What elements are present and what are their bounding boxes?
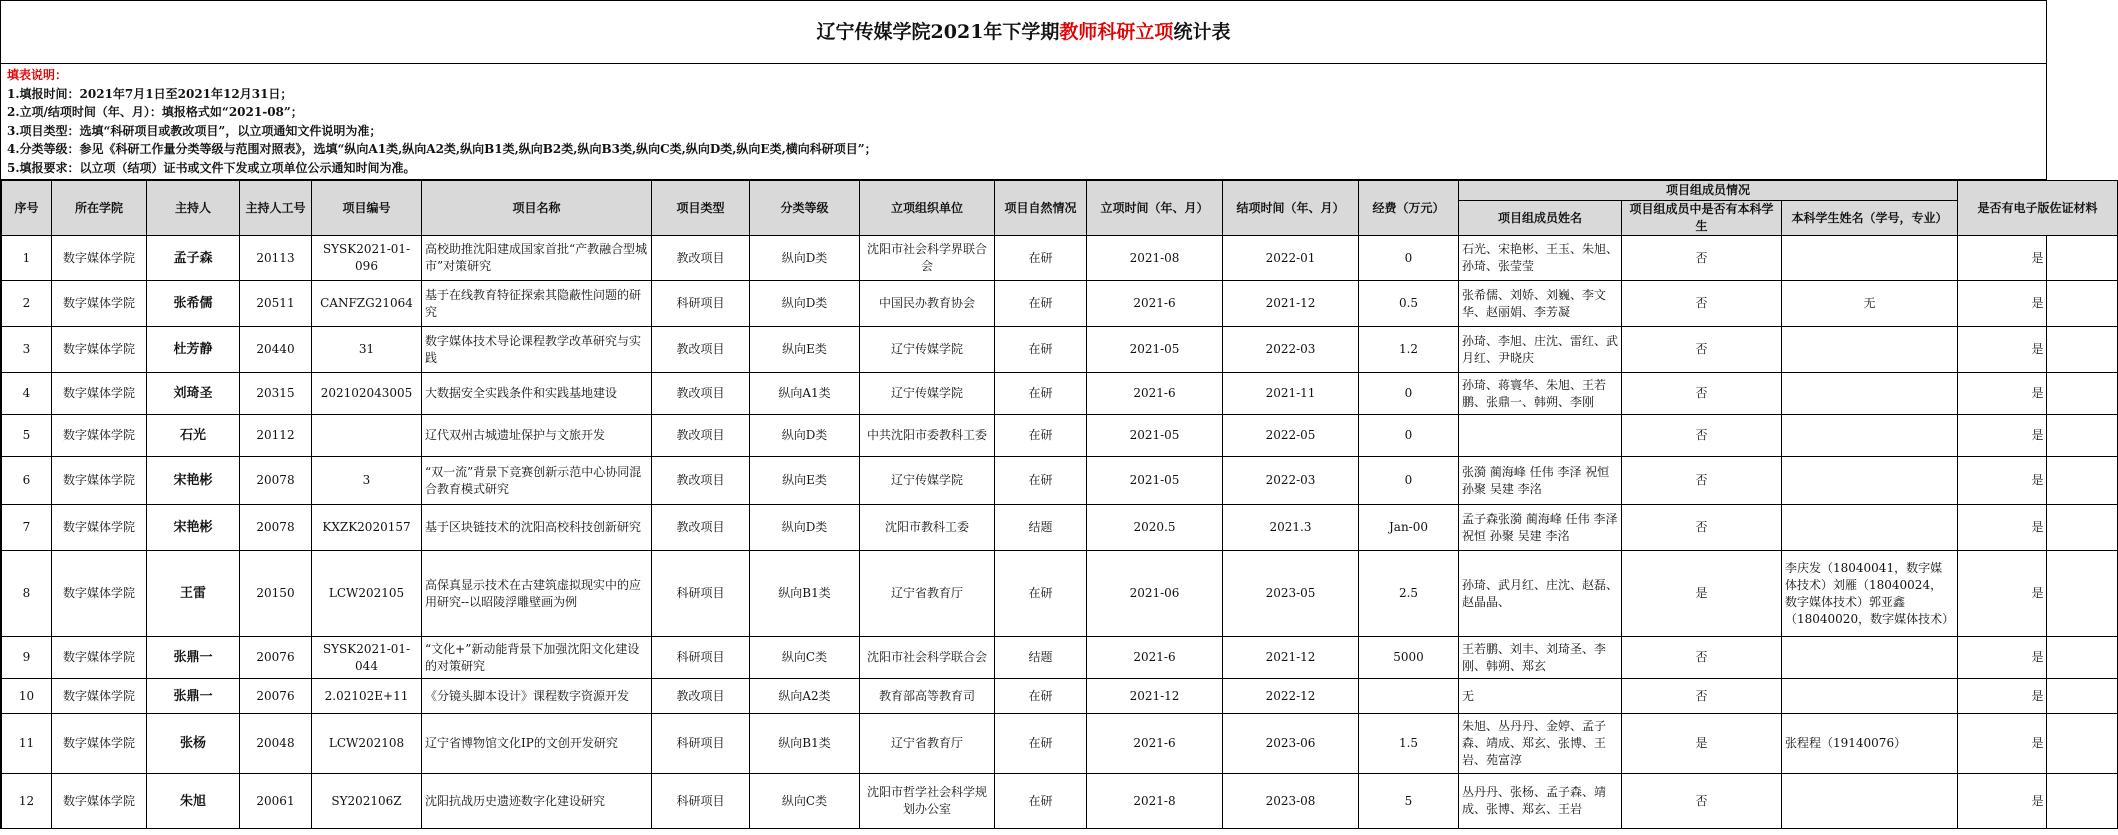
cell-org: 沈阳市哲学社会科学规划办公室: [860, 774, 995, 829]
cell-seq: 1: [2, 236, 52, 281]
cell-college: 数字媒体学院: [52, 415, 147, 457]
cell-ug-names: 张程程（19140076）: [1782, 714, 1958, 774]
cell-host: 宋艳彬: [147, 457, 240, 505]
header-level: 分类等级: [750, 181, 860, 236]
cell-name: 高校助推沈阳建成国家首批“产教融合型城市”对策研究: [422, 236, 652, 281]
cell-ug-names: 无: [1782, 281, 1958, 327]
cell-seq: 12: [2, 774, 52, 829]
table-row: [2, 637, 2118, 679]
cell-members: 孙琦、李旭、庄沈、雷红、武月红、尹晓庆: [1459, 327, 1622, 373]
cell-host: 张鼎一: [147, 637, 240, 679]
cell-status: 在研: [995, 457, 1087, 505]
cell-name: 基于区块链技术的沈阳高校科技创新研究: [422, 505, 652, 551]
cell-name: 数字媒体技术导论课程教学改革研究与实践: [422, 327, 652, 373]
cell-members: 张希儒、刘娇、刘巍、李文华、赵丽娟、李芳凝: [1459, 281, 1622, 327]
cell-host-id: 20078: [240, 457, 312, 505]
cell-college: 数字媒体学院: [52, 551, 147, 637]
cell-org: 中共沈阳市委教科工委: [860, 415, 995, 457]
header-type: 项目类型: [652, 181, 750, 236]
cell-end: 2022-05: [1223, 415, 1359, 457]
header-host-id: 主持人工号: [240, 181, 312, 236]
sheet-title: [1, 1, 2046, 64]
cell-end: 2022-03: [1223, 457, 1359, 505]
cell-end: 2023-08: [1223, 774, 1359, 829]
cell-seq: 10: [2, 679, 52, 714]
cell-status: 在研: [995, 774, 1087, 829]
cell-type: 教改项目: [652, 505, 750, 551]
cell-type: 教改项目: [652, 457, 750, 505]
header-org: 立项组织单位: [860, 181, 995, 236]
cell-type: 教改项目: [652, 236, 750, 281]
cell-status: 在研: [995, 551, 1087, 637]
cell-host-id: 20511: [240, 281, 312, 327]
cell-name: “双一流”背景下竞赛创新示范中心协同混合教育模式研究: [422, 457, 652, 505]
cell-fund: 0: [1359, 373, 1459, 415]
table-row: [2, 551, 2118, 637]
cell-end: 2022-12: [1223, 679, 1359, 714]
cell-code: CANFZG21064: [312, 281, 422, 327]
cell-e-cert: 是: [1958, 551, 2118, 637]
cell-name: 辽代双州古城遗址保护与文旅开发: [422, 415, 652, 457]
table-row: [2, 373, 2118, 415]
cell-type: 科研项目: [652, 281, 750, 327]
header-end: 结项时间（年、月）: [1223, 181, 1359, 236]
cell-host-id: 20315: [240, 373, 312, 415]
cell-start: 2021-6: [1087, 373, 1223, 415]
table-row: [2, 505, 2118, 551]
cell-code: 31: [312, 327, 422, 373]
cell-has-ug: 否: [1622, 327, 1782, 373]
cell-level: 纵向B1类: [750, 714, 860, 774]
cell-host-id: 20440: [240, 327, 312, 373]
cell-start: 2021-8: [1087, 774, 1223, 829]
cell-seq: 5: [2, 415, 52, 457]
cell-fund: 5: [1359, 774, 1459, 829]
cell-seq: 2: [2, 281, 52, 327]
cell-college: 数字媒体学院: [52, 281, 147, 327]
cell-ug-names: 李庆发（18040041，数字媒体技术）刘雁（18040024，数字媒体技术）郭亚鑫（18040020，数字媒体技术）: [1782, 551, 1958, 637]
cell-has-ug: 否: [1622, 774, 1782, 829]
cell-has-ug: 是: [1622, 551, 1782, 637]
header-members: 项目组成员姓名: [1459, 201, 1622, 236]
cell-ug-names: [1782, 327, 1958, 373]
cell-e-cert: 是: [1958, 774, 2118, 829]
cell-org: 辽宁传媒学院: [860, 457, 995, 505]
cell-fund: Jan-00: [1359, 505, 1459, 551]
cell-end: 2021.3: [1223, 505, 1359, 551]
cell-seq: 4: [2, 373, 52, 415]
cell-ug-names: [1782, 373, 1958, 415]
cell-status: 在研: [995, 679, 1087, 714]
title-prefix: 辽宁传媒学院2021年下学期: [816, 21, 1060, 43]
cell-ug-names: [1782, 774, 1958, 829]
note-line: 1.填报时间：2021年7月1日至2021年12月31日；: [7, 86, 293, 101]
cell-members: 孟子森张漪 蔺海峰 任伟 李泽 祝恒 孙聚 吴建 李洺: [1459, 505, 1622, 551]
cell-code: SYSK2021-01-096: [312, 236, 422, 281]
cell-level: 纵向D类: [750, 505, 860, 551]
cell-college: 数字媒体学院: [52, 505, 147, 551]
header-has-ug: 项目组成员中是否有本科学生: [1622, 201, 1782, 236]
cell-start: 2021-05: [1087, 415, 1223, 457]
cell-members: 无: [1459, 679, 1622, 714]
fill-instructions: [1, 64, 2046, 180]
cell-start: 2021-6: [1087, 281, 1223, 327]
header-status: 项目自然情况: [995, 181, 1087, 236]
cell-e-cert: 是: [1958, 327, 2118, 373]
cell-has-ug: 否: [1622, 679, 1782, 714]
cell-college: 数字媒体学院: [52, 236, 147, 281]
cell-level: 纵向C类: [750, 637, 860, 679]
cell-has-ug: 否: [1622, 373, 1782, 415]
cell-end: 2021-12: [1223, 637, 1359, 679]
cell-host: 张希儒: [147, 281, 240, 327]
table-row: [2, 236, 2118, 281]
cell-org: 沈阳市社会科学联合会: [860, 637, 995, 679]
cell-e-cert: 是: [1958, 236, 2118, 281]
cell-e-cert: 是: [1958, 373, 2118, 415]
cell-code: 3: [312, 457, 422, 505]
title-suffix: 统计表: [1173, 21, 1231, 43]
cell-host: 王雷: [147, 551, 240, 637]
cell-e-cert: 是: [1958, 714, 2118, 774]
cell-code: 202102043005: [312, 373, 422, 415]
cell-host-id: 20076: [240, 637, 312, 679]
cell-level: 纵向D类: [750, 415, 860, 457]
header-e-cert: 是否有电子版佐证材料: [1958, 181, 2118, 236]
cell-seq: 6: [2, 457, 52, 505]
cell-host-id: 20113: [240, 236, 312, 281]
cell-name: 高保真显示技术在古建筑虚拟现实中的应用研究--以昭陵浮雕壁画为例: [422, 551, 652, 637]
cell-type: 科研项目: [652, 551, 750, 637]
cell-org: 沈阳市教科工委: [860, 505, 995, 551]
cell-host-id: 20150: [240, 551, 312, 637]
cell-fund: 0: [1359, 457, 1459, 505]
cell-seq: 3: [2, 327, 52, 373]
cell-e-cert: 是: [1958, 415, 2118, 457]
cell-level: 纵向B1类: [750, 551, 860, 637]
cell-level: 纵向E类: [750, 457, 860, 505]
cell-start: 2021-6: [1087, 714, 1223, 774]
cell-has-ug: 否: [1622, 637, 1782, 679]
cell-start: 2020.5: [1087, 505, 1223, 551]
cell-college: 数字媒体学院: [52, 714, 147, 774]
cell-seq: 8: [2, 551, 52, 637]
cell-fund: 5000: [1359, 637, 1459, 679]
cell-host-id: 20048: [240, 714, 312, 774]
cell-host-id: 20078: [240, 505, 312, 551]
cell-org: 辽宁省教育厅: [860, 714, 995, 774]
cell-org: 中国民办教育协会: [860, 281, 995, 327]
cell-members: [1459, 415, 1622, 457]
project-table: [1, 180, 2118, 829]
table-row: [2, 457, 2118, 505]
cell-name: 大数据安全实践条件和实践基地建设: [422, 373, 652, 415]
header-college: 所在学院: [52, 181, 147, 236]
cell-has-ug: 否: [1622, 505, 1782, 551]
cell-college: 数字媒体学院: [52, 679, 147, 714]
cell-status: 在研: [995, 281, 1087, 327]
cell-host-id: 20112: [240, 415, 312, 457]
header-start: 立项时间（年、月）: [1087, 181, 1223, 236]
note-line: 5.填报要求：以立项（结项）证书或文件下发或立项单位公示通知时间为准。: [7, 160, 416, 175]
cell-status: 在研: [995, 714, 1087, 774]
cell-status: 在研: [995, 415, 1087, 457]
cell-end: 2023-05: [1223, 551, 1359, 637]
cell-level: 纵向D类: [750, 236, 860, 281]
cell-type: 教改项目: [652, 415, 750, 457]
cell-org: 辽宁传媒学院: [860, 373, 995, 415]
cell-host: 石光: [147, 415, 240, 457]
cell-e-cert: 是: [1958, 457, 2118, 505]
cell-college: 数字媒体学院: [52, 774, 147, 829]
header-ug-names: 本科学生姓名（学号，专业）: [1782, 201, 1958, 236]
header-seq: 序号: [2, 181, 52, 236]
cell-start: 2021-08: [1087, 236, 1223, 281]
header-host: 主持人: [147, 181, 240, 236]
cell-code: [312, 415, 422, 457]
cell-host: 宋艳彬: [147, 505, 240, 551]
cell-host: 张鼎一: [147, 679, 240, 714]
cell-end: 2021-11: [1223, 373, 1359, 415]
cell-code: SY202106Z: [312, 774, 422, 829]
cell-fund: 0: [1359, 236, 1459, 281]
cell-fund: 2.5: [1359, 551, 1459, 637]
cell-host-id: 20076: [240, 679, 312, 714]
cell-level: 纵向A1类: [750, 373, 860, 415]
table-row: [2, 714, 2118, 774]
cell-fund: 0.5: [1359, 281, 1459, 327]
cell-seq: 7: [2, 505, 52, 551]
cell-status: 结题: [995, 637, 1087, 679]
cell-host: 孟子森: [147, 236, 240, 281]
cell-code: LCW202108: [312, 714, 422, 774]
cell-name: 《分镜头脚本设计》课程数字资源开发: [422, 679, 652, 714]
cell-fund: 1.5: [1359, 714, 1459, 774]
cell-ug-names: [1782, 415, 1958, 457]
cell-has-ug: 否: [1622, 415, 1782, 457]
cell-host: 刘琦圣: [147, 373, 240, 415]
cell-has-ug: 是: [1622, 714, 1782, 774]
cell-status: 在研: [995, 236, 1087, 281]
table-row: [2, 415, 2118, 457]
cell-org: 沈阳市社会科学界联合会: [860, 236, 995, 281]
cell-fund: 0: [1359, 415, 1459, 457]
cell-name: 辽宁省博物馆文化IP的文创开发研究: [422, 714, 652, 774]
cell-status: 结题: [995, 505, 1087, 551]
cell-college: 数字媒体学院: [52, 457, 147, 505]
cell-type: 教改项目: [652, 373, 750, 415]
cell-members: 石光、宋艳彬、王玉、朱旭、孙琦、张莹莹: [1459, 236, 1622, 281]
cell-level: 纵向E类: [750, 327, 860, 373]
cell-ug-names: [1782, 457, 1958, 505]
cell-has-ug: 否: [1622, 236, 1782, 281]
cell-status: 在研: [995, 373, 1087, 415]
cell-type: 科研项目: [652, 637, 750, 679]
cell-start: 2021-05: [1087, 457, 1223, 505]
header-members-group: 项目组成员情况: [1459, 181, 1958, 201]
title-highlight: 教师科研立项: [1059, 21, 1174, 43]
table-row: [2, 774, 2118, 829]
cell-e-cert: 是: [1958, 505, 2118, 551]
cell-host: 朱旭: [147, 774, 240, 829]
cell-code: KXZK2020157: [312, 505, 422, 551]
cell-end: 2022-03: [1223, 327, 1359, 373]
cell-name: 基于在线教育特征探索其隐蔽性问题的研究: [422, 281, 652, 327]
cell-start: 2021-06: [1087, 551, 1223, 637]
cell-members: 孙琦、武月红、庄沈、赵磊、赵晶晶、: [1459, 551, 1622, 637]
cell-seq: 9: [2, 637, 52, 679]
cell-org: 辽宁传媒学院: [860, 327, 995, 373]
cell-e-cert: 是: [1958, 281, 2118, 327]
cell-type: 科研项目: [652, 774, 750, 829]
note-line: 3.项目类型：选填“科研项目或教改项目”，以立项通知文件说明为准；: [7, 123, 382, 138]
cell-host: 张杨: [147, 714, 240, 774]
header-name: 项目名称: [422, 181, 652, 236]
cell-ug-names: [1782, 505, 1958, 551]
table-row: [2, 281, 2118, 327]
cell-ug-names: [1782, 637, 1958, 679]
cell-fund: 1.2: [1359, 327, 1459, 373]
notes-heading: 填表说明：: [7, 68, 68, 82]
cell-level: 纵向A2类: [750, 679, 860, 714]
cell-code: 2.02102E+11: [312, 679, 422, 714]
cell-members: 张漪 蔺海峰 任伟 李泽 祝恒 孙聚 吴建 李洺: [1459, 457, 1622, 505]
cell-has-ug: 否: [1622, 281, 1782, 327]
cell-e-cert: 是: [1958, 679, 2118, 714]
note-line: 2.立项/结项时间（年、月）：填报格式如“2021-08”；: [7, 105, 303, 120]
cell-start: 2021-05: [1087, 327, 1223, 373]
cell-level: 纵向D类: [750, 281, 860, 327]
cell-name: 沈阳抗战历史遗迹数字化建设研究: [422, 774, 652, 829]
cell-members: 朱旭、丛丹丹、金婷、孟子森、靖成、郑玄、张博、王岩、苑富淳: [1459, 714, 1622, 774]
cell-level: 纵向C类: [750, 774, 860, 829]
cell-type: 教改项目: [652, 679, 750, 714]
cell-has-ug: 否: [1622, 457, 1782, 505]
cell-seq: 11: [2, 714, 52, 774]
cell-members: 孙琦、蒋寰华、朱旭、王若鹏、张鼎一、韩朔、李刚: [1459, 373, 1622, 415]
note-line: 4.分类等级：参见《科研工作量分类等级与范围对照表》，选填“纵向A1类,纵向A2类,纵向B1类,纵向B2类,纵向B3类,纵向C类,纵向D类,纵向E类,横向科研项目”；: [7, 142, 877, 157]
cell-start: 2021-6: [1087, 637, 1223, 679]
cell-host-id: 20061: [240, 774, 312, 829]
cell-college: 数字媒体学院: [52, 327, 147, 373]
cell-college: 数字媒体学院: [52, 637, 147, 679]
cell-end: 2023-06: [1223, 714, 1359, 774]
header-code: 项目编号: [312, 181, 422, 236]
table-row: [2, 679, 2118, 714]
cell-code: SYSK2021-01-044: [312, 637, 422, 679]
cell-end: 2021-12: [1223, 281, 1359, 327]
cell-code: LCW202105: [312, 551, 422, 637]
cell-ug-names: [1782, 236, 1958, 281]
cell-org: 辽宁省教育厅: [860, 551, 995, 637]
cell-e-cert: 是: [1958, 637, 2118, 679]
table-row: [2, 327, 2118, 373]
cell-members: 丛丹丹、张杨、孟子森、靖成、张博、郑玄、王岩: [1459, 774, 1622, 829]
cell-host: 杜芳静: [147, 327, 240, 373]
cell-ug-names: [1782, 679, 1958, 714]
cell-org: 教育部高等教育司: [860, 679, 995, 714]
cell-start: 2021-12: [1087, 679, 1223, 714]
cell-members: 王若鹏、刘丰、刘琦圣、李刚、韩朔、郑玄: [1459, 637, 1622, 679]
cell-college: 数字媒体学院: [52, 373, 147, 415]
cell-fund: [1359, 679, 1459, 714]
cell-end: 2022-01: [1223, 236, 1359, 281]
cell-status: 在研: [995, 327, 1087, 373]
cell-name: “文化+”新动能背景下加强沈阳文化建设的对策研究: [422, 637, 652, 679]
cell-type: 科研项目: [652, 714, 750, 774]
cell-type: 教改项目: [652, 327, 750, 373]
header-fund: 经费（万元）: [1359, 181, 1459, 236]
